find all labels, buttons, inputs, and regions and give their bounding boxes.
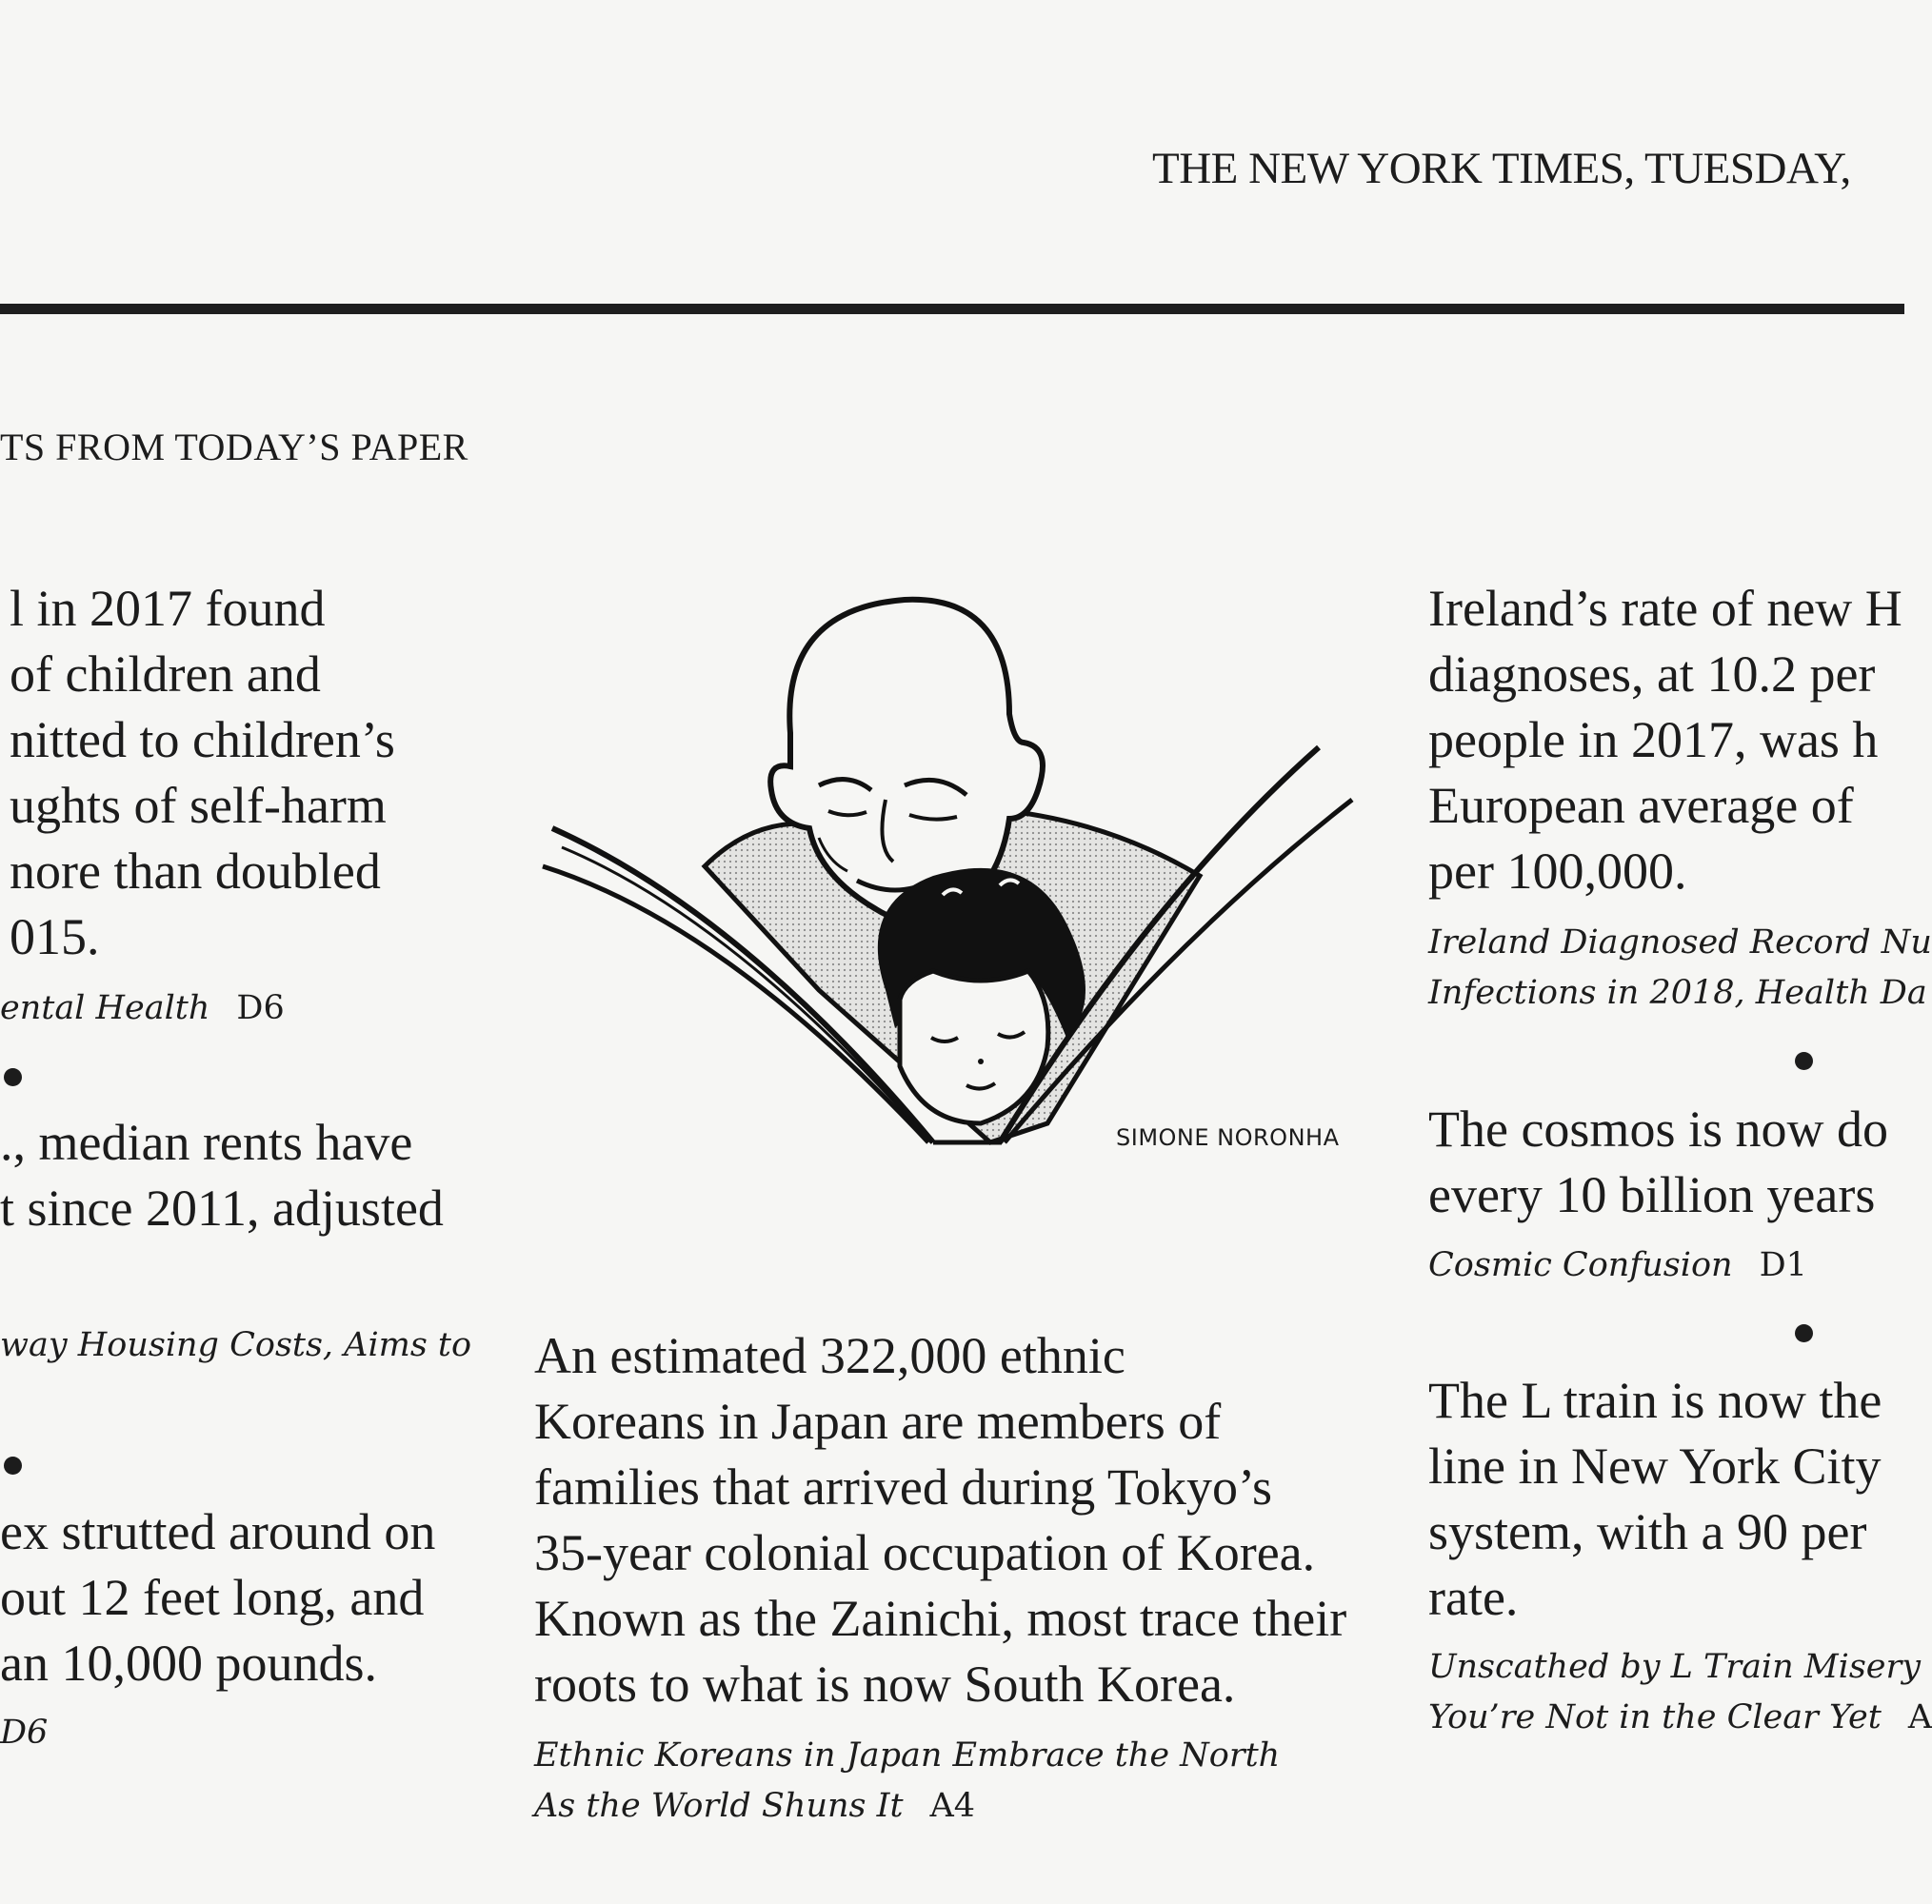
page-number: A: [1907, 1698, 1932, 1736]
right-item1-text: [1428, 576, 1902, 904]
text-line: ., median rents have: [0, 1114, 413, 1171]
page-number: D1: [1759, 1246, 1807, 1284]
right-item3-text: [1428, 1368, 1882, 1631]
text-line: diagnoses, at 10.2 per: [1428, 645, 1876, 703]
ref-headline[interactable]: Ethnic Koreans in Japan Embrace the North: [534, 1736, 1281, 1775]
separator-bullet: [4, 1457, 22, 1475]
text-line: nitted to children’s: [10, 711, 395, 768]
text-line: Known as the Zainichi, most trace their: [534, 1590, 1347, 1647]
ref-headline[interactable]: way Housing Costs, Aims to: [0, 1326, 472, 1364]
separator-bullet: [1795, 1052, 1813, 1070]
text-line: The cosmos is now do: [1428, 1101, 1888, 1158]
ref-headline[interactable]: ental Health: [0, 989, 210, 1027]
left-item3-text: [0, 1499, 435, 1696]
text-line: nore than doubled: [10, 843, 381, 900]
left-item1-text: [10, 576, 395, 970]
text-line: t since 2011, adjusted: [0, 1180, 444, 1237]
header-rule: [0, 304, 1904, 314]
left-item1-ref[interactable]: [0, 983, 285, 1034]
text-line: an 10,000 pounds.: [0, 1635, 377, 1692]
text-line: out 12 feet long, and: [0, 1569, 425, 1626]
center-item-text: [534, 1323, 1346, 1717]
left-item2-text: [0, 1110, 444, 1241]
separator-bullet: [4, 1068, 22, 1086]
text-line: ex strutted around on: [0, 1503, 436, 1560]
text-line: per 100,000.: [1428, 843, 1687, 900]
page-number: A4: [929, 1787, 976, 1825]
page-number: D6: [0, 1714, 49, 1752]
illustration-credit: SIMONE NORONHA: [1116, 1124, 1340, 1151]
illustration-svg: [533, 590, 1371, 1161]
left-item3-ref[interactable]: [0, 1708, 48, 1758]
ref-headline[interactable]: You’re Not in the Clear Yet: [1428, 1698, 1882, 1736]
right-item3-ref[interactable]: [1428, 1642, 1932, 1743]
right-item1-ref[interactable]: [1428, 918, 1932, 1019]
ref-headline[interactable]: Ireland Diagnosed Record Nu: [1428, 923, 1932, 962]
text-line: Koreans in Japan are members of: [534, 1393, 1222, 1450]
text-line: every 10 billion years: [1428, 1166, 1876, 1223]
text-line: roots to what is now South Korea.: [534, 1656, 1236, 1713]
grandfather-and-child-illustration-icon: [533, 590, 1371, 1165]
text-line: l in 2017 found: [10, 580, 326, 637]
left-item2-ref[interactable]: [0, 1320, 471, 1371]
ref-headline[interactable]: Infections in 2018, Health Da: [1428, 974, 1927, 1012]
text-line: 015.: [10, 908, 100, 965]
text-line: The L train is now the: [1428, 1372, 1882, 1429]
text-line: line in New York City: [1428, 1438, 1882, 1495]
center-item-ref[interactable]: [534, 1731, 1280, 1832]
text-line: ughts of self-harm: [10, 777, 387, 834]
separator-bullet: [1795, 1324, 1813, 1342]
ref-headline[interactable]: Cosmic Confusion: [1428, 1246, 1733, 1284]
text-line: of children and: [10, 645, 321, 703]
text-line: families that arrived during Tokyo’s: [534, 1458, 1273, 1516]
text-line: system, with a 90 per: [1428, 1503, 1867, 1560]
section-label: TS FROM TODAY’S PAPER: [0, 426, 468, 468]
masthead-date-line: THE NEW YORK TIMES, TUESDAY,: [1152, 144, 1851, 193]
text-line: An estimated 322,000 ethnic: [534, 1327, 1125, 1384]
text-line: 35-year colonial occupation of Korea.: [534, 1524, 1316, 1581]
text-line: rate.: [1428, 1569, 1519, 1626]
right-item2-ref[interactable]: [1428, 1240, 1807, 1291]
text-line: European average of: [1428, 777, 1854, 834]
page-number: D6: [236, 989, 285, 1027]
right-item2-text: [1428, 1097, 1888, 1228]
text-line: people in 2017, was h: [1428, 711, 1879, 768]
ref-headline[interactable]: As the World Shuns It: [534, 1787, 904, 1825]
ref-headline[interactable]: Unscathed by L Train Misery: [1428, 1648, 1922, 1686]
text-line: Ireland’s rate of new H: [1428, 580, 1902, 637]
